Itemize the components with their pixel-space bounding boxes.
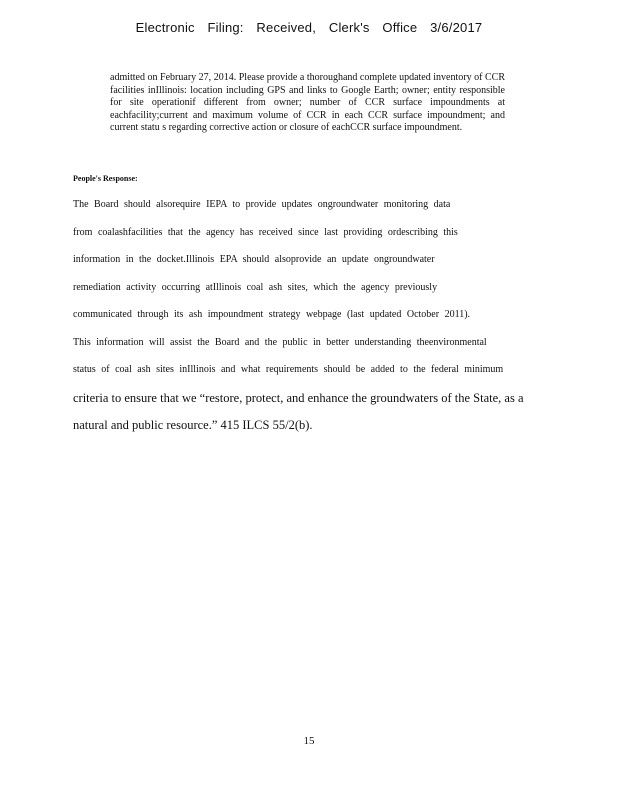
- response-line-8: criteria to ensure that we “restore, protect, and enhance the groundwaters of the State, as a: [73, 390, 524, 405]
- quoted-request: admitted on February 27, 2014. Please provide a thoroughand complete updated inventory of CCR facilities inIllinois: location including GPS and links to Google Earth; owner; entity responsible for site operationif different from owner; number of CCR surface impoundments at eachfacility;current and maximum volume of CCR in each CCR surface impoundment; and current statu s regarding corrective action or closure of eachCCR surface impoundment.: [110, 72, 505, 133]
- response-line-9: natural and public resource.” 415 ILCS 55/2(b).: [73, 418, 313, 432]
- response-line-1: The Board should alsorequire IEPA to provide updates ongroundwater monitoring data: [73, 199, 451, 210]
- response-line-6: This information will assist the Board and the public in better understanding theenvironmental: [73, 336, 487, 348]
- response-line-2: from coalashfacilities that the agency has received since last providing ordescribing this: [73, 226, 458, 238]
- response-body: [73, 198, 543, 446]
- filing-header: Electronic Filing: Received, Clerk's Office 3/6/2017: [135, 20, 483, 35]
- response-line-5: communicated through its ash impoundment strategy webpage (last updated October 2011).: [73, 309, 471, 320]
- response-line-4: remediation activity occurring atIllinois coal ash sites, which the agency previously: [73, 281, 438, 293]
- page-number: 15: [303, 735, 315, 747]
- section-heading: People's Response:: [73, 174, 138, 183]
- response-line-3: information in the docket.Illinois EPA should alsoprovide an update ongroundwater: [73, 254, 435, 265]
- response-line-7: status of coal ash sites inIllinois and what requirements should be added to the federal minimum: [73, 364, 504, 375]
